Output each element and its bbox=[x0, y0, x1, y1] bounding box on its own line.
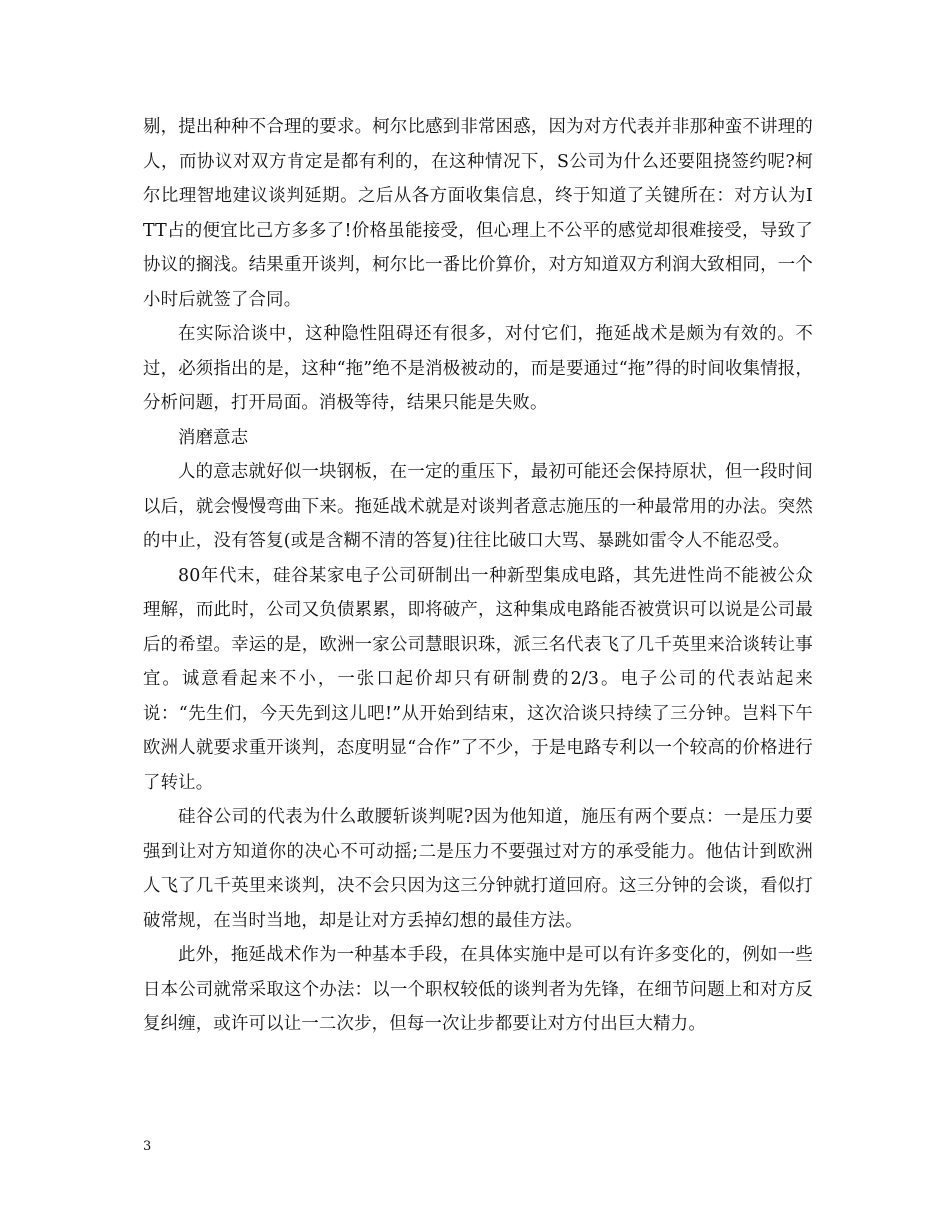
paragraph: 剔，提出种种不合理的要求。柯尔比感到非常困惑，因为对方代表并非那种蛮不讲理的人，而协议对双方肯定是都有利的，在这种情况下，S公司为什么还要阻挠签约呢?柯尔比理智地建议谈判延期。之后从各方面收集信息，终于知道了关键所在：对方认为ITT占的便宜比己方多多了!价格虽能接受，但心理上不公平的感觉却很难接受，导致了协议的搁浅。结果重开谈判，柯尔比一番比价算价，对方知道双方利润大致相同，一个小时后就签了合同。 bbox=[143, 117, 813, 310]
paragraph: 硅谷公司的代表为什么敢腰斩谈判呢?因为他知道，施压有两个要点：一是压力要强到让对方知道你的决心不可动摇;二是压力不要强过对方的承受能力。他估计到欧洲人飞了几千英里来谈判，决不会只因为这三分钟就打道回府。这三分钟的会谈，看似打破常规，在当时当地，却是让对方丢掉幻想的最佳方法。 bbox=[143, 807, 813, 931]
section-heading: 消磨意志 bbox=[178, 427, 249, 448]
page-number: 3 bbox=[143, 1139, 152, 1154]
paragraph: 在实际洽谈中，这种隐性阻碍还有很多，对付它们，拖延战术是颇为有效的。不过，必须指出的是，这种“拖”绝不是消极被动的，而是要通过“拖”得的时间收集情报，分析问题，打开局面。消极等待，结果只能是失败。 bbox=[143, 324, 813, 413]
body-text bbox=[143, 110, 813, 1042]
paragraph: 80年代末，硅谷某家电子公司研制出一种新型集成电路，其先进性尚不能被公众理解，而此时，公司又负债累累，即将破产，这种集成电路能否被赏识可以说是公司最后的希望。幸运的是，欧洲一家公司慧眼识珠，派三名代表飞了几千英里来洽谈转让事宜。诚意看起来不小，一张口起价却只有研制费的2/3。电子公司的代表站起来说：“先生们，今天先到这儿吧!”从开始到结束，这次洽谈只持续了三分钟。岂料下午欧洲人就要求重开谈判，态度明显“合作”了不少，于是电路专利以一个较高的价格进行了转让。 bbox=[143, 565, 813, 793]
paragraph: 人的意志就好似一块钢板，在一定的重压下，最初可能还会保持原状，但一段时间以后，就会慢慢弯曲下来。拖延战术就是对谈判者意志施压的一种最常用的办法。突然的中止，没有答复(或是含糊不清的答复)往往比破口大骂、暴跳如雷令人不能忍受。 bbox=[143, 462, 813, 551]
paragraph: 此外，拖延战术作为一种基本手段，在具体实施中是可以有许多变化的，例如一些日本公司就常采取这个办法：以一个职权较低的谈判者为先锋，在细节问题上和对方反复纠缠，或许可以让一二次步，但每一次让步都要让对方付出巨大精力。 bbox=[143, 945, 813, 1034]
